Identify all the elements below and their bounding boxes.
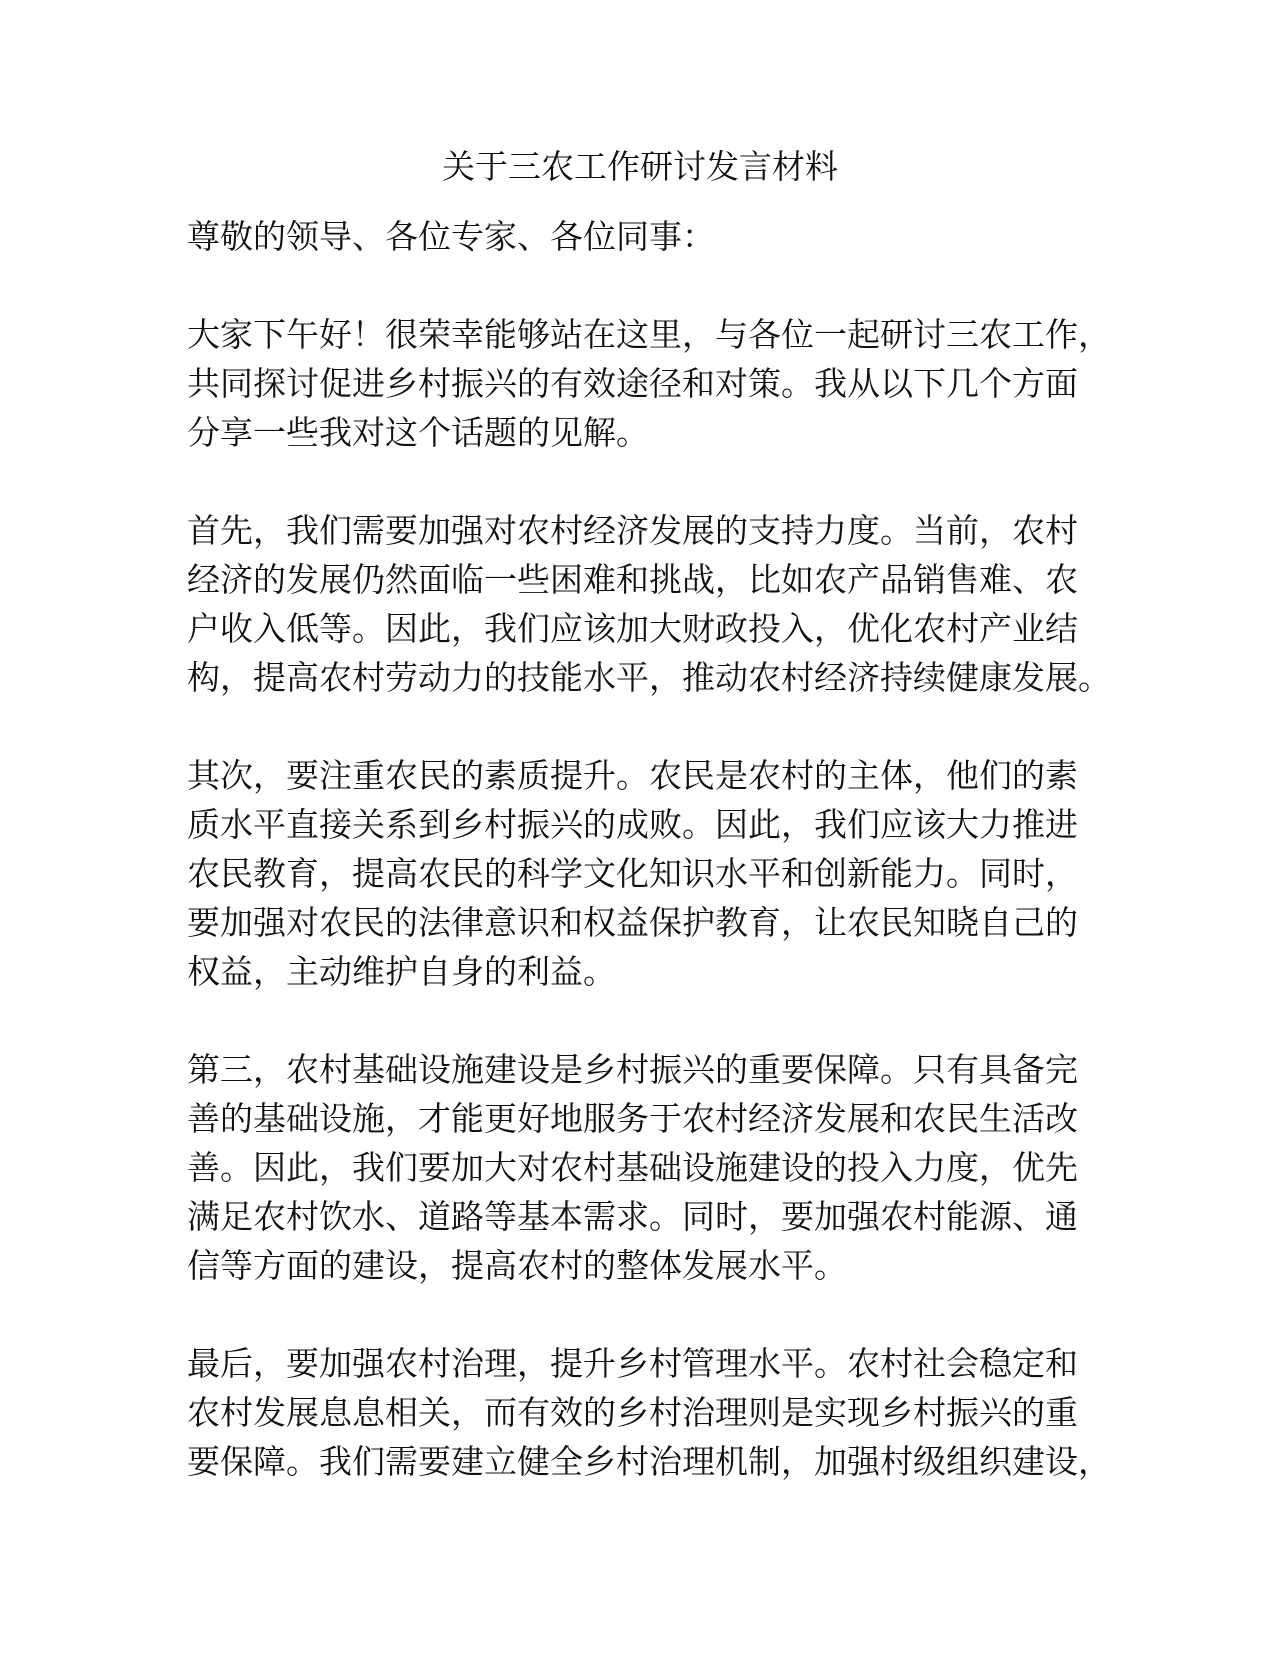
paragraph-greeting xyxy=(187,310,1111,457)
salutation: 尊敬的领导、各位专家、各位同事： xyxy=(187,217,715,256)
paragraph-line: 要加强对农民的法律意识和权益保护教育，让农民知晓自己的 xyxy=(187,903,1078,942)
paragraph-line: 信等方面的建设，提高农村的整体发展水平。 xyxy=(187,1246,847,1285)
paragraph-line: 满足农村饮水、道路等基本需求。同时，要加强农村能源、通 xyxy=(187,1197,1078,1236)
paragraph-line: 其次，要注重农民的素质提升。农民是农村的主体，他们的素 xyxy=(187,756,1078,795)
document-title: 关于三农工作研讨发言材料 xyxy=(442,147,838,186)
paragraph-line: 大家下午好！很荣幸能够站在这里，与各位一起研讨三农工作， xyxy=(187,315,1111,354)
paragraph-line: 农村发展息息相关，而有效的乡村治理则是实现乡村振兴的重 xyxy=(187,1393,1078,1432)
paragraph-line: 户收入低等。因此，我们应该加大财政投入，优化农村产业结 xyxy=(187,609,1078,648)
paragraph-line: 善的基础设施，才能更好地服务于农村经济发展和农民生活改 xyxy=(187,1099,1078,1138)
paragraph-line: 构，提高农村劳动力的技能水平，推动农村经济持续健康发展。 xyxy=(187,658,1111,697)
paragraph-line: 分享一些我对这个话题的见解。 xyxy=(187,413,649,452)
paragraph-farmer-quality xyxy=(187,751,1107,996)
paragraph-line: 农民教育，提高农民的科学文化知识水平和创新能力。同时， xyxy=(187,854,1078,893)
paragraph-line: 第三，农村基础设施建设是乡村振兴的重要保障。只有具备完 xyxy=(187,1050,1078,1089)
paragraph-governance xyxy=(187,1339,1111,1486)
paragraph-infrastructure xyxy=(187,1045,1107,1290)
paragraph-economy xyxy=(187,506,1111,702)
paragraph-line: 最后，要加强农村治理，提升乡村管理水平。农村社会稳定和 xyxy=(187,1344,1078,1383)
paragraph-line: 首先，我们需要加强对农村经济发展的支持力度。当前，农村 xyxy=(187,511,1078,550)
paragraph-line: 权益，主动维护自身的利益。 xyxy=(187,952,616,991)
paragraph-line: 经济的发展仍然面临一些困难和挑战，比如农产品销售难、农 xyxy=(187,560,1078,599)
paragraph-line: 共同探讨促进乡村振兴的有效途径和对策。我从以下几个方面 xyxy=(187,364,1078,403)
paragraph-line: 要保障。我们需要建立健全乡村治理机制，加强村级组织建设， xyxy=(187,1442,1111,1481)
paragraph-line: 善。因此，我们要加大对农村基础设施建设的投入力度，优先 xyxy=(187,1148,1078,1187)
document-body xyxy=(187,212,1111,1535)
paragraph-line: 质水平直接关系到乡村振兴的成败。因此，我们应该大力推进 xyxy=(187,805,1078,844)
